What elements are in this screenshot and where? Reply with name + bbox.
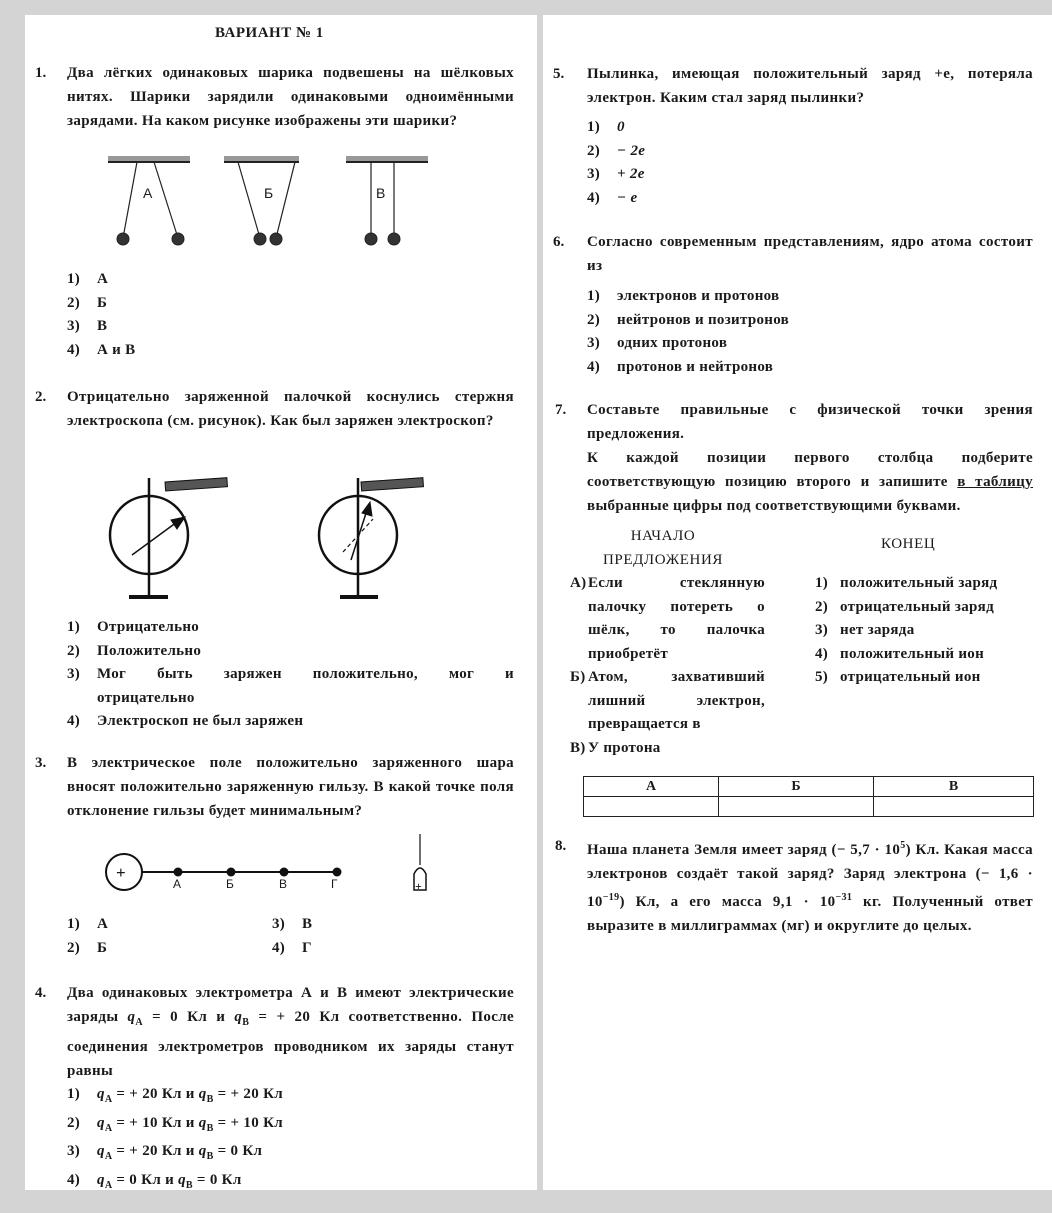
q1-text: Два лёгких одинаковых шарика подвешены на шёлковых нитях. Шарики зарядили одинаковыми одноимёнными зарядами. На каком рисунке изображены эти шарики? — [67, 65, 514, 129]
end-3 — [815, 619, 1045, 643]
option-number: 1) — [587, 119, 601, 135]
option-number: 2) — [67, 939, 81, 956]
end-4 — [815, 643, 1045, 667]
end-2 — [815, 596, 1045, 620]
option-number: 1) — [67, 1086, 81, 1102]
option-text: Б — [97, 294, 108, 311]
var: q — [198, 1114, 207, 1131]
q3-point-g: Г — [331, 877, 338, 891]
answer-cell-a[interactable] — [584, 797, 719, 817]
var: q — [198, 1143, 207, 1159]
item-number: 4) — [815, 645, 829, 662]
q3-number: 3. — [35, 755, 47, 771]
q7-task: Составьте правильные с физической точки зрения предложения. — [587, 402, 1033, 442]
answer-cell-b[interactable] — [719, 797, 874, 817]
text: соответственно. После соединения электрометров проводником их заряды станут равны — [67, 1009, 514, 1079]
option-number: 4) — [67, 713, 81, 729]
option-text: Мог быть заряжен положительно, мог и отрицательно — [97, 666, 514, 706]
option-text: протонов и нейтронов — [617, 358, 774, 375]
option-number: 4) — [67, 1171, 81, 1188]
text: ) Кл. Какая масса электронов создаёт такой заряд? Заряд электрона (− 1,6 · 10 — [587, 842, 1033, 910]
answer-table — [583, 776, 1034, 817]
option-number: 4) — [272, 939, 286, 956]
q6-options — [587, 285, 987, 379]
option-text — [97, 1169, 242, 1198]
option-text: + 2e — [617, 166, 645, 182]
text: ) Кл, а его масса 9,1 · 10 — [619, 894, 836, 910]
option-number: 3) — [587, 335, 601, 351]
sub: B — [185, 1179, 193, 1191]
start-v — [570, 737, 765, 761]
q7-text — [587, 398, 1033, 518]
right-column — [543, 15, 1052, 1190]
q1-option-4[interactable] — [67, 339, 507, 363]
sentence-starts — [570, 572, 765, 760]
q5-text: Пылинка, имеющая положительный заряд +e, потеряла электрон. Каким стал заряд пылинки? — [587, 66, 1033, 106]
q2-text: Отрицательно заряженной палочкой коснулись стержня электроскопа (см. рисунок). Как был заряжен электроскоп? — [67, 389, 514, 429]
item-text: отрицательный ион — [840, 669, 981, 685]
option-text: одних протонов — [617, 335, 728, 351]
q1-options — [67, 268, 507, 362]
option-text: электронов и протонов — [617, 288, 780, 304]
answer-header-b: Б — [719, 777, 874, 797]
item-number: 5) — [815, 669, 829, 685]
end-5 — [815, 666, 1045, 690]
q3-option-2[interactable] — [67, 937, 272, 961]
q1-number: 1. — [35, 65, 47, 81]
text: = 0 Кл — [213, 1143, 263, 1159]
col1-title: НАЧАЛО ПРЕДЛОЖЕНИЯ — [602, 528, 724, 568]
start-a — [570, 572, 765, 666]
q1-fig-label-v: В — [376, 185, 386, 201]
option-text: нейтронов и позитронов — [617, 311, 790, 328]
option-text: − e — [617, 189, 638, 206]
option-number: 2) — [67, 1114, 81, 1131]
option-text: Положительно — [97, 642, 202, 659]
option-text: В — [302, 916, 313, 932]
option-number: 1) — [587, 288, 601, 304]
q3-option-1[interactable] — [67, 913, 272, 937]
option-number: 3) — [272, 916, 286, 932]
q5-option-4[interactable] — [587, 187, 887, 211]
text: = + 10 Кл — [213, 1114, 283, 1131]
q3-option-4[interactable] — [272, 937, 477, 961]
exponent: 5 — [900, 840, 906, 851]
text: К каждой позиции первого столбца подберите соответствующую позицию второго и запишите — [587, 450, 1033, 490]
item-letter: А) — [570, 575, 587, 591]
sub: A — [104, 1094, 113, 1105]
q3-option-3[interactable] — [272, 913, 477, 937]
option-number: 4) — [587, 189, 601, 206]
col2-title: КОНЕЦ — [881, 536, 936, 552]
option-text: Б — [97, 939, 108, 956]
var: q — [97, 1143, 105, 1159]
q1-option-3[interactable] — [67, 315, 507, 339]
text: Наша планета Земля имеет заряд (− 5,7 · 10 — [587, 842, 901, 858]
q5-option-3[interactable] — [587, 163, 887, 187]
variant-title: ВАРИАНТ № 1 — [215, 25, 324, 41]
option-number: 2) — [587, 142, 601, 159]
option-number: 3) — [587, 166, 601, 182]
option-text — [97, 1083, 283, 1112]
option-number: 1) — [67, 916, 81, 932]
item-number: 1) — [815, 575, 829, 591]
sub: A — [104, 1179, 113, 1191]
left-column — [25, 15, 537, 1190]
text: Два одинаковых электрометра А и В имеют электрические заряды — [67, 985, 514, 1025]
q4-option-2[interactable] — [67, 1112, 514, 1141]
end-1 — [815, 572, 1045, 596]
q4-number: 4. — [35, 985, 47, 1001]
answer-header-a: А — [584, 777, 719, 797]
var: q — [178, 1171, 186, 1188]
item-number: 2) — [815, 598, 829, 615]
q2-number: 2. — [35, 389, 47, 405]
q3-shell-charge: + — [415, 879, 422, 893]
q6-option-2[interactable] — [587, 309, 987, 333]
option-number: 4) — [587, 358, 601, 375]
sub: B — [206, 1151, 214, 1162]
sub: B — [206, 1094, 214, 1105]
q5-options — [587, 116, 887, 210]
q3-point-v: В — [279, 877, 288, 891]
text: = 0 Кл — [192, 1171, 242, 1188]
q3-options — [67, 913, 514, 960]
q5-number: 5. — [553, 66, 565, 82]
text: = 0 Кл и — [112, 1171, 179, 1188]
text: выбранные цифры под соответствующими буквами. — [587, 498, 961, 514]
var: q — [127, 1009, 136, 1025]
var: q — [97, 1114, 105, 1131]
item-number: 3) — [815, 622, 829, 638]
q5-option-1[interactable] — [587, 116, 887, 140]
item-text: нет заряда — [840, 622, 915, 638]
q1-fig-label-b: Б — [264, 185, 274, 201]
q4-options — [67, 1083, 514, 1197]
option-number: 2) — [587, 311, 601, 328]
text: = + 20 Кл и — [112, 1086, 199, 1102]
q2-options — [67, 616, 514, 734]
option-number: 2) — [67, 642, 81, 659]
q6-text: Согласно современным представлениям, ядро атома состоит из — [587, 234, 1033, 274]
sub: A — [135, 1017, 143, 1028]
q4-option-1[interactable] — [67, 1083, 514, 1112]
option-number: 1) — [67, 271, 81, 287]
sub: A — [104, 1122, 113, 1134]
answer-header-v: В — [874, 777, 1034, 797]
text: = 0 Кл и — [142, 1009, 235, 1025]
text: в таблицу — [957, 474, 1034, 490]
q4-option-3[interactable] — [67, 1140, 514, 1169]
q6-number: 6. — [553, 234, 565, 250]
var: q — [97, 1171, 105, 1188]
q7-instruction — [587, 446, 1033, 518]
option-text: А и В — [97, 341, 136, 358]
q3-point-a: А — [173, 877, 182, 891]
option-text — [97, 1140, 262, 1169]
answer-cell-v[interactable] — [874, 797, 1034, 817]
q3-figure-field — [100, 830, 440, 910]
q2-option-4[interactable] — [67, 710, 514, 734]
option-text: А — [97, 916, 109, 932]
q2-figure-electroscopes — [105, 470, 445, 610]
q4-text — [67, 981, 514, 1083]
q2-option-2[interactable] — [67, 640, 514, 664]
exponent: −31 — [835, 892, 853, 903]
item-text: положительный заряд — [840, 575, 998, 591]
q4-option-4[interactable] — [67, 1169, 514, 1198]
option-text: Отрицательно — [97, 619, 200, 635]
q3-text: В электрическое поле положительно заряженного шара вносят положительно заряженную гильзу. В какой точке поля отклонение гильзы будет минимальным? — [67, 755, 514, 819]
item-text: Атом, захвативший лишний электрон, превращается в — [588, 669, 765, 732]
q6-option-1[interactable] — [587, 285, 987, 309]
q1-fig-label-a: А — [143, 185, 153, 201]
q2-option-1[interactable] — [67, 616, 514, 640]
q6-option-3[interactable] — [587, 332, 987, 356]
q8-text — [587, 834, 1033, 938]
q1-option-1[interactable] — [67, 268, 507, 292]
option-text: Электроскоп не был заряжен — [97, 713, 304, 729]
option-number: 3) — [67, 1143, 81, 1159]
q3-ball-charge: + — [116, 863, 126, 882]
q1-option-2[interactable] — [67, 292, 507, 316]
option-text — [97, 1112, 283, 1141]
item-text: У протона — [588, 739, 661, 756]
item-letter: В) — [570, 739, 586, 756]
option-number: 3) — [67, 666, 81, 682]
sub: B — [206, 1122, 214, 1134]
q1-figure-pendulums — [100, 150, 470, 250]
option-number: 3) — [67, 318, 81, 334]
option-number: 1) — [67, 619, 81, 635]
q8-number: 8. — [555, 838, 567, 854]
option-text: А — [97, 271, 109, 287]
q2-option-3[interactable] — [67, 663, 514, 710]
start-b — [570, 666, 765, 737]
option-number: 4) — [67, 341, 81, 358]
var: q — [198, 1086, 207, 1102]
item-letter: Б) — [570, 669, 586, 685]
q5-option-2[interactable] — [587, 140, 887, 164]
text: = + 10 Кл и — [112, 1114, 199, 1131]
option-text: В — [97, 318, 108, 334]
item-text: положительный ион — [840, 645, 985, 662]
text: = + 20 Кл и — [112, 1143, 199, 1159]
text: кг. Полученный ответ выразите в миллиграммах (мг) и округлите до целых. — [587, 894, 1033, 934]
q3-point-b: Б — [226, 877, 234, 891]
sub: A — [104, 1151, 113, 1162]
item-text: отрицательный заряд — [840, 598, 994, 615]
var: q — [234, 1009, 243, 1025]
option-text: Г — [302, 939, 312, 956]
exponent: −19 — [602, 892, 620, 903]
text: = + 20 Кл — [249, 1009, 340, 1025]
q6-option-4[interactable] — [587, 356, 987, 380]
option-number: 2) — [67, 294, 81, 311]
var: q — [97, 1086, 105, 1102]
option-text: − 2e — [617, 142, 646, 159]
q7-number: 7. — [555, 402, 567, 418]
sub: B — [242, 1017, 250, 1028]
option-text: 0 — [617, 119, 625, 135]
item-text: Если стеклянную палочку потереть о шёлк, то палочка приобретёт — [588, 575, 765, 662]
text: = + 20 Кл — [213, 1086, 283, 1102]
sentence-ends — [815, 572, 1045, 690]
